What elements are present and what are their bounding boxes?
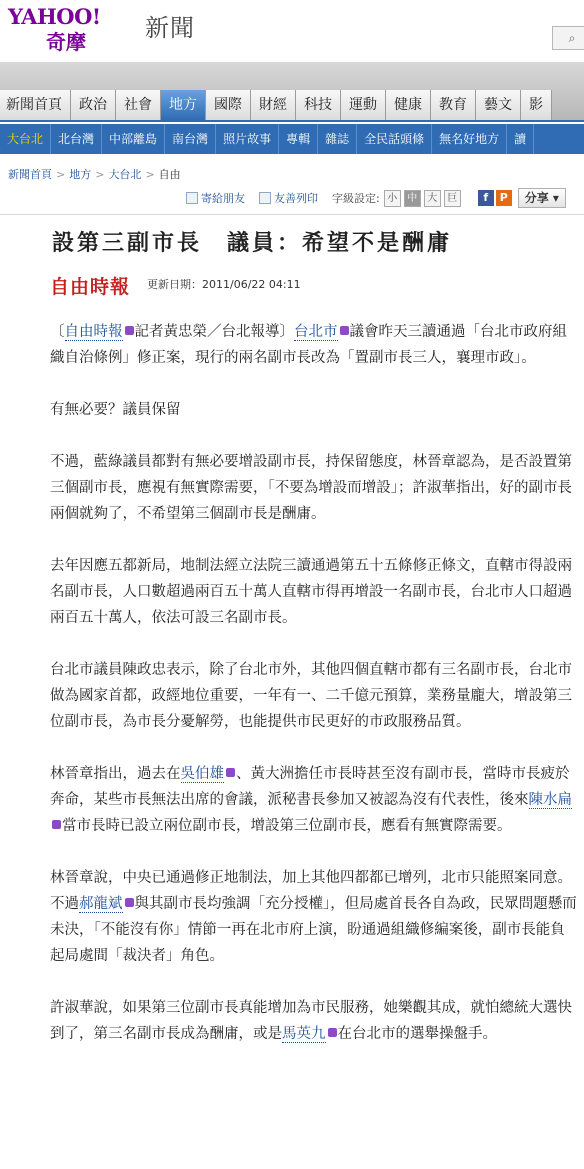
keyword-link[interactable]: 吳伯雄 <box>180 766 224 782</box>
article-body <box>50 319 578 1073</box>
subnav-item-4[interactable]: 照片故事 <box>216 124 279 154</box>
share-label: 分享 <box>524 191 549 205</box>
breadcrumb-separator: > <box>95 168 105 181</box>
keyword-popup-icon[interactable] <box>125 326 134 335</box>
article-paragraph <box>50 761 578 839</box>
main-nav <box>0 62 584 122</box>
paragraph-text: 不過，藍綠議員都對有無必要增設副市長，持保留態度，林晉章認為，是否設置第三個副市長，應視有無實際需要，「不要為增設而增設」；許淑華指出，好的副市長兩個就夠了，不希望第三個副市長是酬庸。 <box>50 454 572 522</box>
breadcrumb-separator: > <box>145 168 155 181</box>
breadcrumb-separator: > <box>56 168 66 181</box>
article-paragraph <box>50 397 578 423</box>
paragraph-text: 議會昨天三讀通過「台北市政府組織自治條例」修正案，現行的兩名副市長改為「置副市長三人，襄理市政」。 <box>50 324 567 366</box>
fontsize-button[interactable]: 小 <box>384 190 401 207</box>
envelope-icon <box>186 192 198 204</box>
source-logo: 自由時報 <box>50 276 131 298</box>
article-paragraph <box>50 449 578 527</box>
subnav-item-0[interactable]: 大台北 <box>0 124 51 154</box>
share-button[interactable]: 分享 ▾ <box>518 188 566 208</box>
paragraph-text: 許淑華說，如果第三位副市長真能增加為市民服務，她樂觀其成，就怕總統大選快到了，第三名副市長成為酬庸，或是 <box>50 1000 572 1042</box>
keyword-link[interactable]: 自由時報 <box>64 324 123 340</box>
search-icon[interactable]: ⌕ <box>552 26 584 50</box>
divider <box>0 214 584 215</box>
nav-tab-11[interactable]: 影 <box>521 90 552 120</box>
fontsize-button[interactable]: 巨 <box>444 190 461 207</box>
breadcrumb-item: 自由 <box>158 168 181 181</box>
keyword-popup-icon[interactable] <box>340 326 349 335</box>
nav-tab-4[interactable]: 國際 <box>206 90 251 120</box>
fontsize-button[interactable]: 中 <box>404 190 421 207</box>
share-icons <box>478 190 514 206</box>
printer-icon <box>259 192 271 204</box>
paragraph-text: 當市長時已設立兩位副市長，增設第三位副市長，應看有無實際需要。 <box>62 818 512 834</box>
keyword-link[interactable]: 陳水扁 <box>528 792 572 808</box>
yahoo-kimo-logo[interactable] <box>8 4 143 54</box>
keyword-link[interactable]: 馬英九 <box>282 1026 326 1042</box>
article-paragraph <box>50 865 578 969</box>
subnav-item-7[interactable]: 全民話頭條 <box>357 124 432 154</box>
subnav-item-3[interactable]: 南台灣 <box>165 124 216 154</box>
nav-tab-8[interactable]: 健康 <box>386 90 431 120</box>
keyword-popup-icon[interactable] <box>226 768 235 777</box>
nav-tab-5[interactable]: 財經 <box>251 90 296 120</box>
fontsize-options <box>384 190 464 207</box>
updated-date: 更新日期：2011/06/22 04:11 <box>147 278 301 291</box>
nav-tab-9[interactable]: 教育 <box>431 90 476 120</box>
subnav-item-5[interactable]: 專輯 <box>279 124 318 154</box>
print-link[interactable] <box>259 190 318 206</box>
paragraph-text: 在台北市的選舉操盤手。 <box>337 1026 497 1042</box>
article-paragraph <box>50 657 578 735</box>
breadcrumb-item[interactable]: 大台北 <box>108 168 142 181</box>
breadcrumb-item[interactable]: 地方 <box>69 168 92 181</box>
email-friend-link[interactable] <box>186 190 245 206</box>
logo-sub-text: 奇摩 <box>46 30 86 54</box>
paragraph-text: 、黃大洲擔任市長時甚至沒有副市長，當時市長疲於奔命，某些市長無法出席的會議，派秘書長參加又被認為沒有代表性，後來 <box>50 766 570 808</box>
keyword-popup-icon[interactable] <box>328 1028 337 1037</box>
site-header <box>0 0 584 62</box>
nav-tab-1[interactable]: 政治 <box>71 90 116 120</box>
paragraph-text: 有無必要？議員保留 <box>50 402 181 418</box>
keyword-link[interactable]: 台北市 <box>294 324 338 340</box>
logo-brand-text: YAHOO! <box>8 4 101 29</box>
fontsize-label: 字級設定: <box>332 192 380 205</box>
subnav-item-9[interactable]: 讀 <box>507 124 534 154</box>
nav-tab-7[interactable]: 運動 <box>341 90 386 120</box>
paragraph-text: 林晉章說，中央已通過修正地制法，加上其他四都都已增列，北市只能照案同意。不過 <box>50 870 572 912</box>
article-toolbar <box>186 187 566 209</box>
paragraph-text: 〔 <box>50 324 65 340</box>
facebook-icon[interactable]: f <box>478 190 494 206</box>
sub-nav <box>0 124 584 154</box>
nav-tab-2[interactable]: 社會 <box>116 90 161 120</box>
breadcrumb-item[interactable]: 新聞首頁 <box>8 168 52 181</box>
subnav-item-6[interactable]: 雜誌 <box>318 124 357 154</box>
paragraph-text: 林晉章指出，過去在 <box>50 766 181 782</box>
keyword-popup-icon[interactable] <box>125 898 134 907</box>
subnav-item-8[interactable]: 無名好地方 <box>432 124 507 154</box>
article-paragraph <box>50 995 578 1047</box>
paragraph-text: 台北市議員陳政忠表示，除了台北市外，其他四個直轄市都有三名副市長，台北市做為國家首都，政經地位重要，一年有一、二千億元預算，業務量龐大，增設第三位副市長，為市長分憂解勞，也能提供市民更好的市政服務品質。 <box>50 662 572 730</box>
paragraph-text: 去年因應五都新局，地制法經立法院三讀通過第五十五條修正條文，直轄市得設兩名副市長，人口數超過兩百五十萬人直轄市得再增設一名副市長，台北市人口超過兩百五十萬人，依法可設三名副市長。 <box>50 558 572 626</box>
print-label: 友善列印 <box>274 192 318 205</box>
subnav-item-2[interactable]: 中部離島 <box>102 124 165 154</box>
article-paragraph <box>50 553 578 631</box>
keyword-link[interactable]: 郝龍斌 <box>79 896 123 912</box>
breadcrumb <box>8 166 181 182</box>
plurk-icon[interactable]: P <box>496 190 512 206</box>
email-friend-label: 寄給朋友 <box>201 192 245 205</box>
paragraph-text: 與其副市長均強調「充分授權」，但局處首長各自為政，民眾問題懸而未決，「不能沒有你」情節一再在北市府上演，盼通過組織修編案後，副市長能負起局處間「裁決者」角色。 <box>50 896 577 964</box>
nav-tabs <box>0 90 552 120</box>
nav-tab-0[interactable]: 新聞首頁 <box>0 90 71 120</box>
nav-tab-10[interactable]: 藝文 <box>476 90 521 120</box>
article-paragraph <box>50 319 578 371</box>
section-name[interactable]: 新聞 <box>145 14 195 42</box>
subnav-item-1[interactable]: 北台灣 <box>51 124 102 154</box>
article-title: 設第三副市長 議員：希望不是酬庸 <box>52 230 453 256</box>
fontsize-button[interactable]: 大 <box>424 190 441 207</box>
nav-tab-6[interactable]: 科技 <box>296 90 341 120</box>
paragraph-text: 記者黃忠榮／台北報導〕 <box>134 324 294 340</box>
keyword-popup-icon[interactable] <box>52 820 61 829</box>
nav-tab-3[interactable]: 地方 <box>161 90 206 120</box>
